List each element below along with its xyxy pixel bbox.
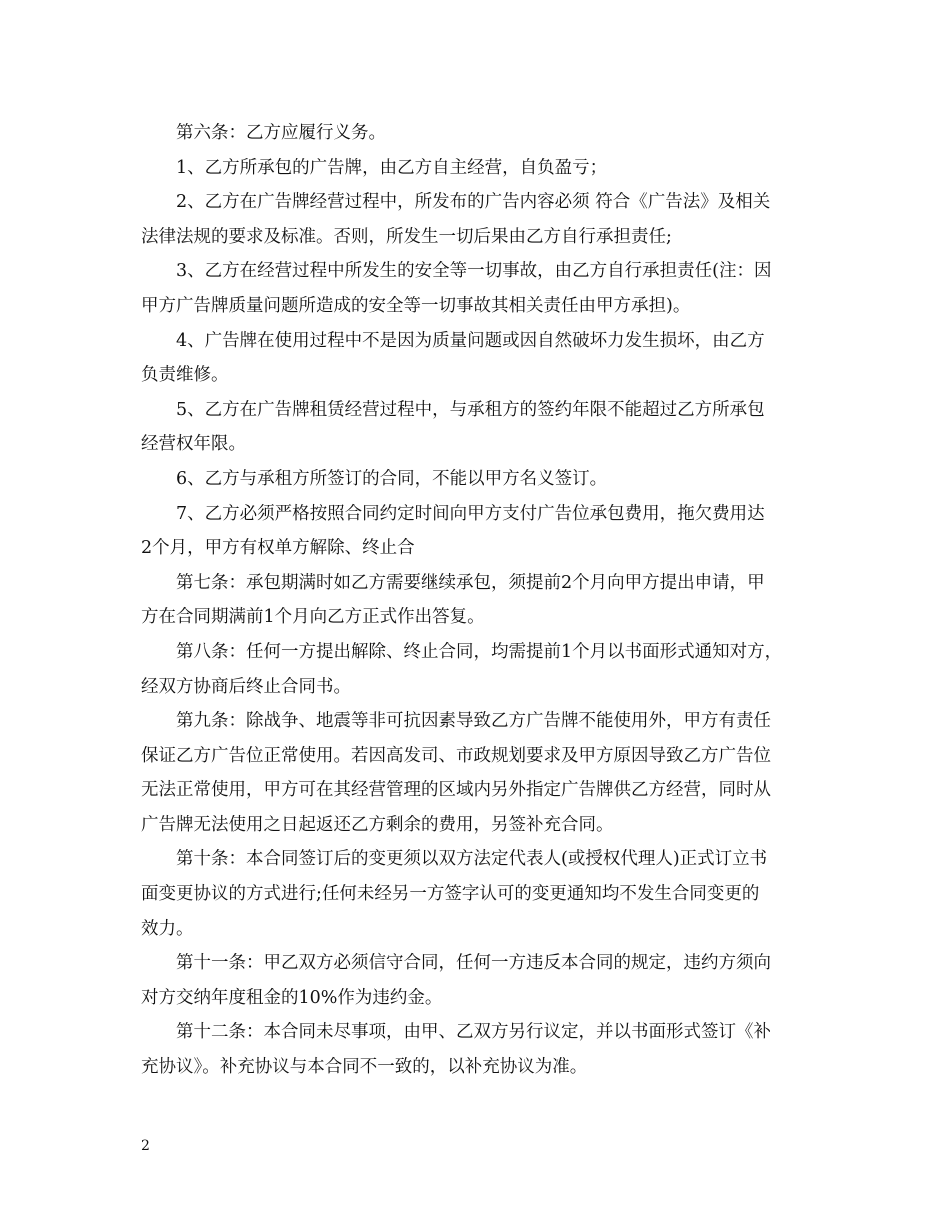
text-line: 2个月，甲方有权单方解除、终止合 [141, 538, 415, 559]
text-line: 第十条：本合同签订后的变更须以双方法定代表人(或授权代理人)正式订立书 [176, 849, 768, 870]
text-line: 第九条：除战争、地震等非可抗因素导致乙方广告牌不能使用外，甲方有责任 [176, 711, 771, 732]
text-line: 1、乙方所承包的广告牌，由乙方自主经营，自负盈亏； [176, 157, 608, 178]
text-line: 第八条：任何一方提出解除、终止合同，均需提前1个月以书面形式通知对方， [176, 641, 783, 662]
document-body [141, 116, 821, 1085]
text-line: 法律法规的要求及标准。否则，所发生一切后果由乙方自行承担责任; [141, 226, 672, 247]
text-line: 甲方广告牌质量问题所造成的安全等一切事故其相关责任由甲方承担)。 [141, 295, 691, 316]
text-line: 方在合同期满前1个月向乙方正式作出答复。 [141, 607, 485, 628]
text-line: 第六条：乙方应履行义务。 [176, 123, 386, 143]
text-line: 4、广告牌在使用过程中不是因为质量问题或因自然破坏力发生损坏，由乙方 [176, 330, 765, 351]
text-line: 面变更协议的方式进行;任何未经另一方签字认可的变更通知均不发生合同变更的 [141, 884, 760, 905]
text-line: 对方交纳年度租金的10%作为违约金。 [141, 987, 443, 1008]
text-line: 负责维修。 [141, 365, 229, 386]
text-line: 5、乙方在广告牌租赁经营过程中，与承租方的签约年限不能超过乙方所承包 [176, 399, 765, 420]
text-line: 第十二条：本合同未尽事项，由甲、乙双方另行议定，并以书面形式签订《补 [176, 1022, 771, 1043]
text-line: 经营权年限。 [141, 434, 246, 455]
text-line: 经双方协商后终止合同书。 [141, 676, 351, 697]
text-line: 3、乙方在经营过程中所发生的安全等一切事故，由乙方自行承担责任(注：因 [176, 261, 772, 282]
text-line: 2、乙方在广告牌经营过程中，所发布的广告内容必须 符合《广告法》及相关 [176, 192, 771, 213]
text-line: 保证乙方广告位正常使用。若因高发司、市政规划要求及甲方原因导致乙方广告位 [141, 745, 771, 766]
text-line: 无法正常使用，甲方可在其经营管理的区域内另外指定广告牌供乙方经营，同时从 [141, 780, 771, 801]
text-line: 广告牌无法使用之日起返还乙方剩余的费用，另签补充合同。 [141, 814, 614, 835]
text-line: 第七条：承包期满时如乙方需要继续承包，须提前2个月向甲方提出申请，甲 [176, 572, 765, 593]
text-line: 7、乙方必须严格按照合同约定时间向甲方支付广告位承包费用，拖欠费用达 [176, 503, 765, 524]
text-line: 6、乙方与承租方所签订的合同，不能以甲方名义签订。 [176, 468, 608, 489]
text-line: 第十一条：甲乙双方必须信守合同，任何一方违反本合同的规定，违约方须向 [176, 953, 771, 974]
text-line: 充协议》。补充协议与本合同不一致的，以补充协议为准。 [141, 1057, 588, 1078]
page-number: 2 [141, 1138, 150, 1154]
text-line: 效力。 [141, 918, 194, 939]
